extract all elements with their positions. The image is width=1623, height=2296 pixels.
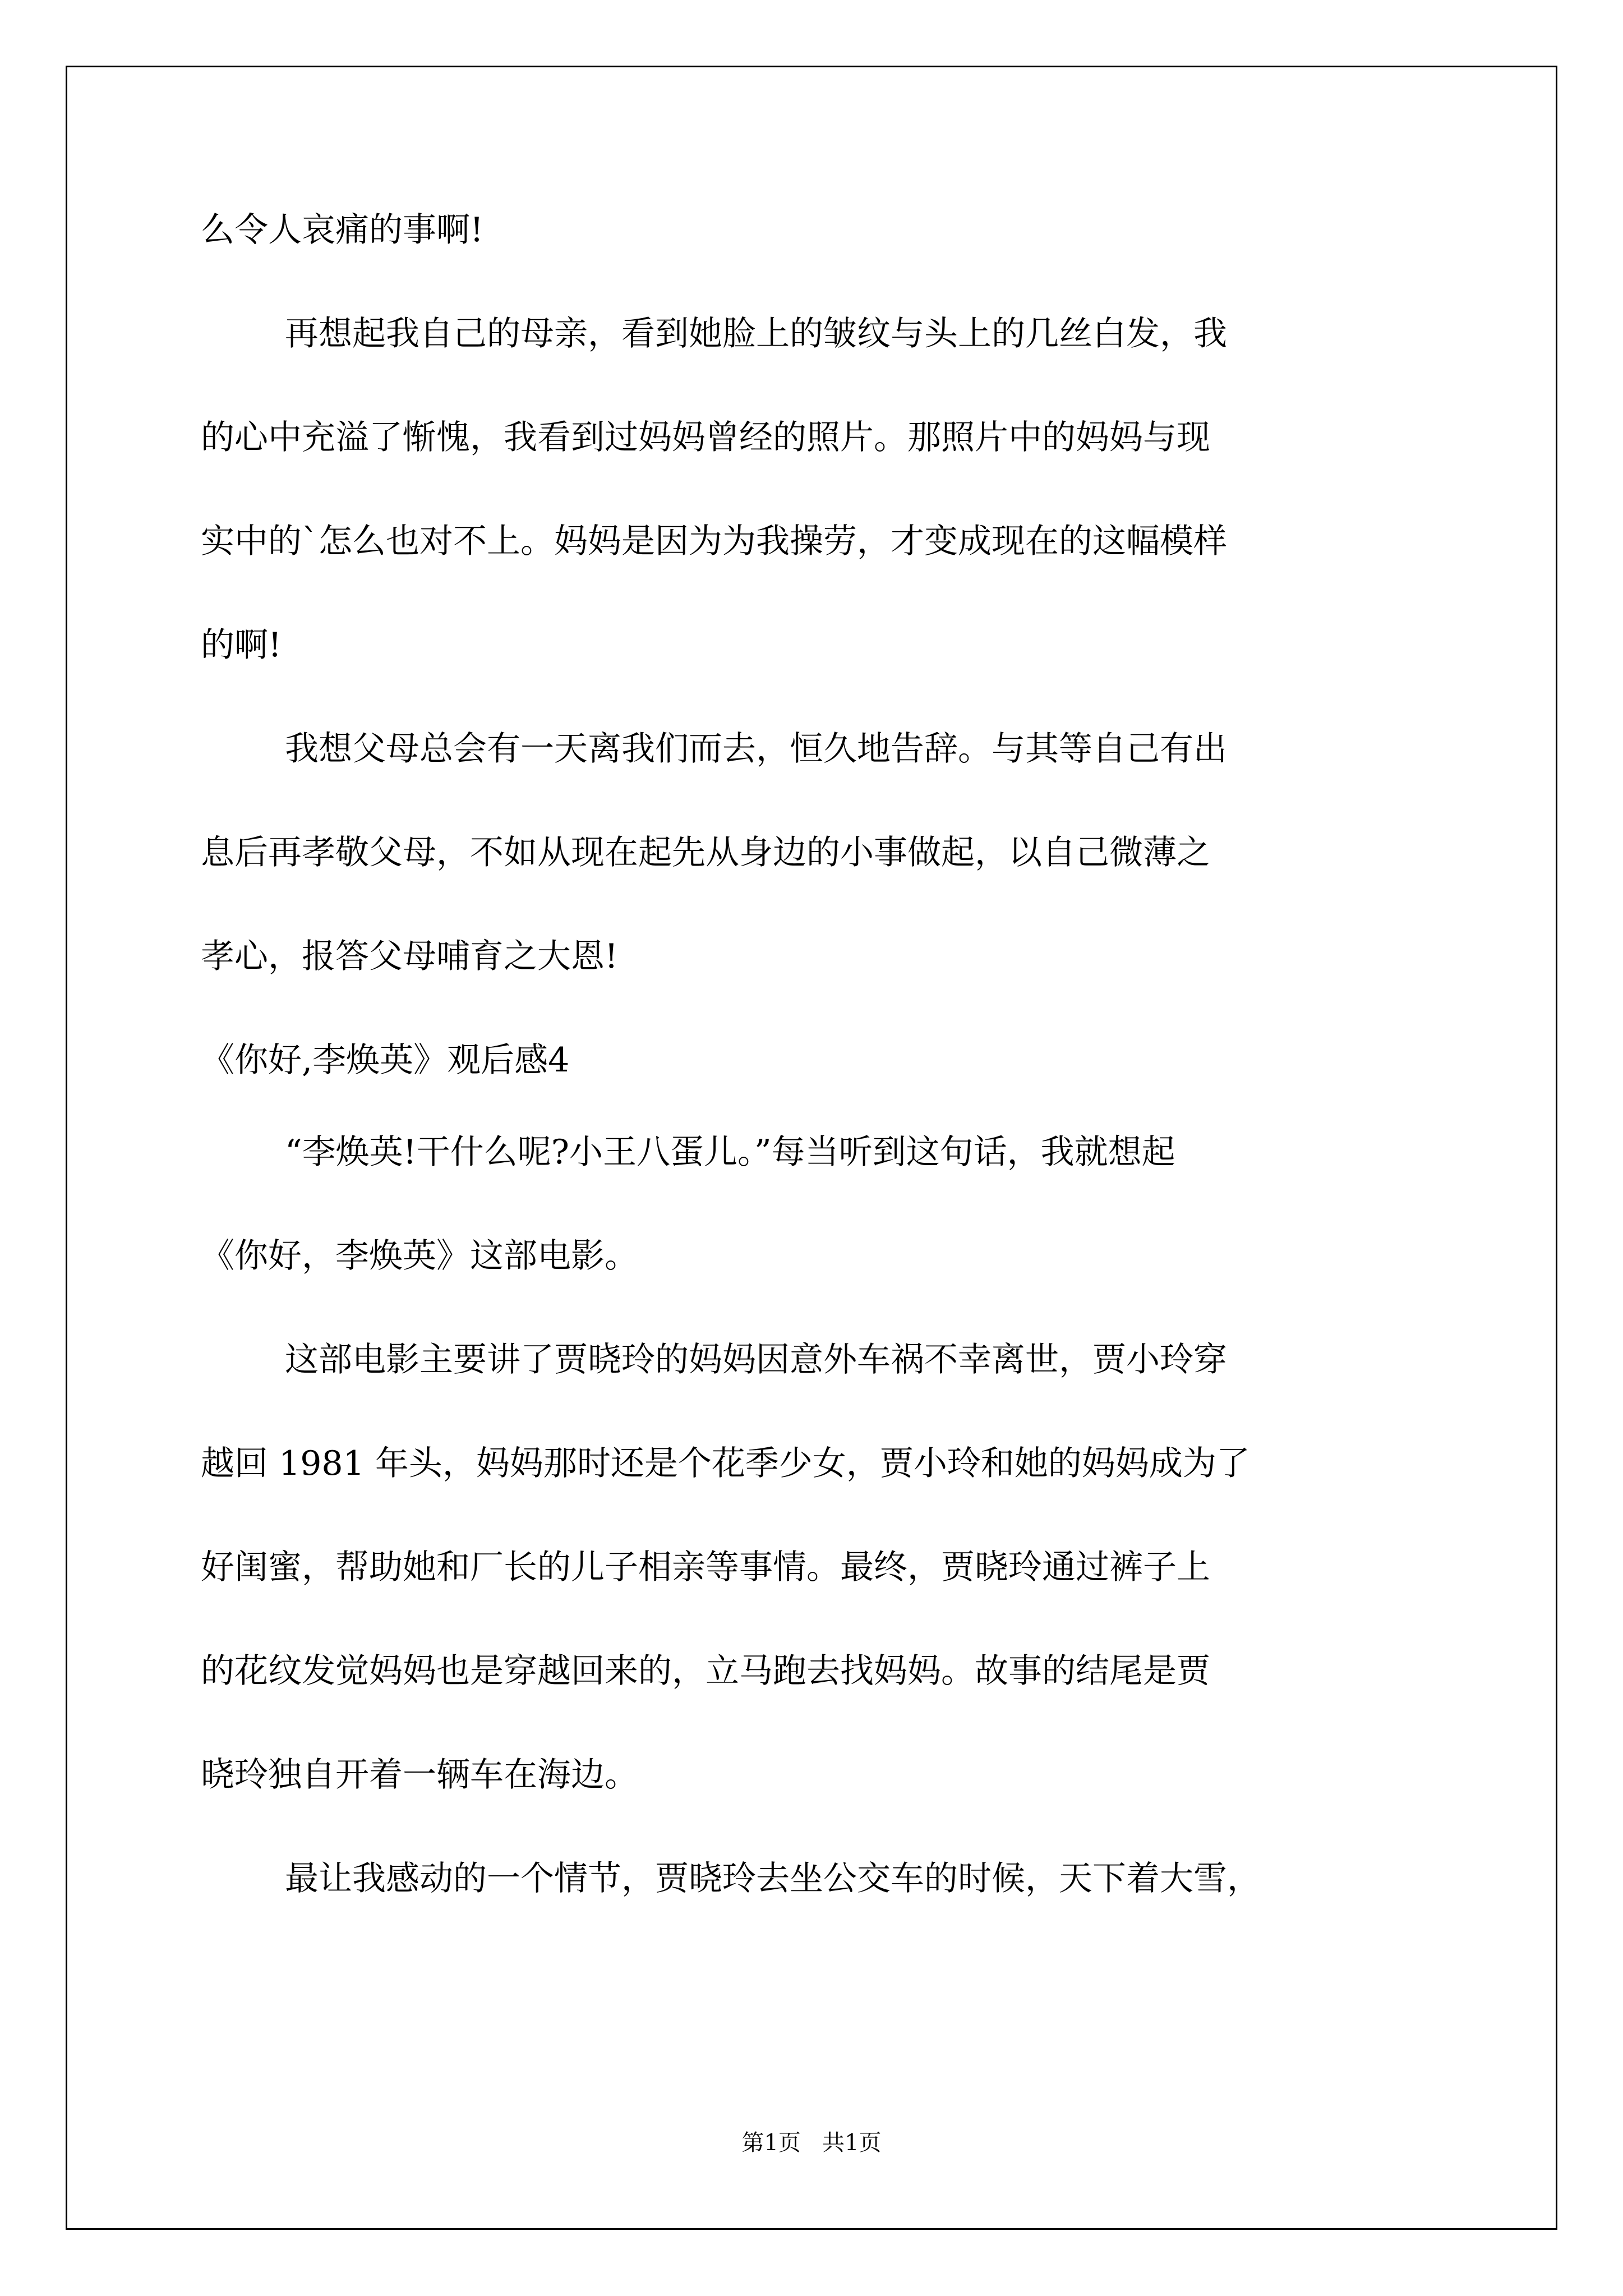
text-line: 晓玲独自开着一辆车在海边。 [201,1755,638,1795]
paragraph-start: 最让我感动的一个情节，贾晓玲去坐公交车的时候，天下着大雪， [285,1859,1261,1898]
text-line: 的花纹发觉妈妈也是穿越回来的，立马跑去找妈妈。故事的结尾是贾 [201,1651,1210,1691]
page-footer: 第1页 共1页 [741,2130,882,2156]
text-line: 的啊! [201,625,282,665]
text-line: 实中的`怎么也对不上。妈妈是因为为我操劳，才变成现在的这幅模样 [201,522,1227,561]
document-body [201,202,1435,1954]
section-heading: 《你好,李焕英》观后感4 [201,1041,570,1080]
text-line: 越回 1981 年头，妈妈那时还是个花季少女，贾小玲和她的妈妈成为了 [201,1444,1250,1483]
text-line: 好闺蜜，帮助她和厂长的儿子相亲等事情。最终，贾晓玲通过裤子上 [201,1548,1210,1587]
paragraph-start: 这部电影主要讲了贾晓玲的妈妈因意外车祸不幸离世，贾小玲穿 [285,1340,1227,1379]
text-line: 么令人哀痛的事啊! [201,210,484,250]
paragraph-start: 我想父母总会有一天离我们而去，恒久地告辞。与其等自己有出 [285,729,1227,769]
text-line: 孝心，报答父母哺育之大恩! [201,937,619,976]
text-line: 的心中充溢了惭愧，我看到过妈妈曾经的照片。那照片中的妈妈与现 [201,418,1210,457]
paragraph-start: “李焕英!干什么呢?小王八蛋儿。”每当听到这句话，我就想起 [285,1133,1175,1172]
text-line: 《你好，李焕英》这部电影。 [201,1236,638,1276]
paragraph-start: 再想起我自己的母亲，看到她脸上的皱纹与头上的几丝白发，我 [285,314,1227,353]
text-line: 息后再孝敬父母，不如从现在起先从身边的小事做起，以自己微薄之 [201,833,1210,872]
